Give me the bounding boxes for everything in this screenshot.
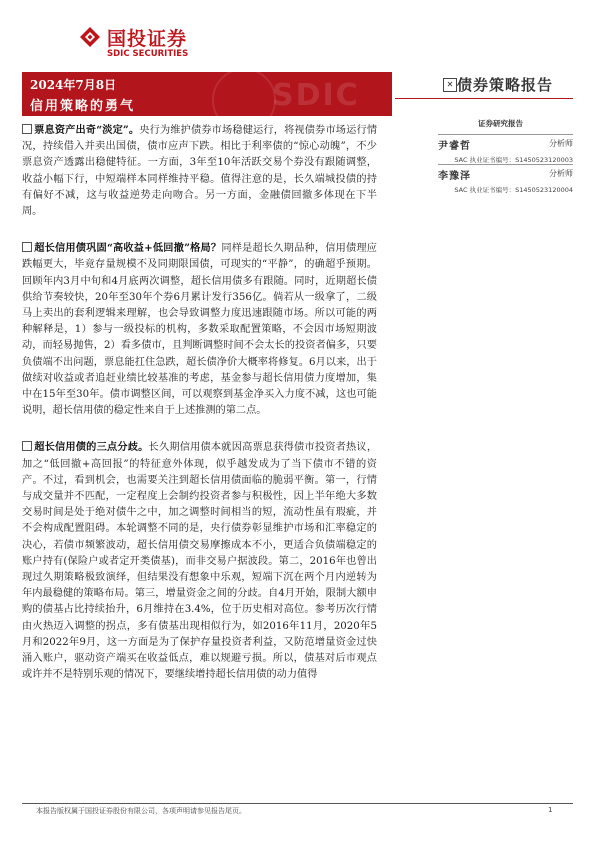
title-banner (22, 72, 392, 116)
analyst-name: 尹睿哲 (438, 141, 471, 152)
divider (438, 134, 573, 135)
analyst-card (438, 134, 573, 164)
banner-watermark: SDIC (272, 78, 360, 113)
report-type-header (395, 72, 573, 99)
company-logo (79, 24, 209, 64)
analyst-role: 分析师 (549, 169, 573, 178)
analyst-name: 李豫泽 (438, 171, 471, 182)
checkbox-bullet-icon (22, 242, 32, 252)
footer-divider (22, 803, 573, 804)
divider (438, 164, 573, 165)
logo-mark-icon (79, 26, 101, 48)
body-paragraph (22, 122, 377, 220)
page-number: 1 (548, 806, 553, 814)
paragraph-text: 央行为维护债券市场稳健运行，将视债券市场运行情况，持续借入并卖出国债，债市应声下跌。相比于利率债的“惊心动魄”，不少票息资产透露出稳健特征。一方面，3年至10年活跃交易个券没有跟随调整，收益小幅下行，中短端样本同样维持平稳。值得注意的是，长久端城投债的持有偏好不减，这与收益逆势走向吻合。另一方面，金融债回撤多体现在下半周。 (22, 125, 378, 218)
paragraph-text: 同样是超长久期品种，信用债理应跌幅更大，毕竟存量规模不及同期限国债，可现实的“平静”，的确超乎预期。回顾年内3月中旬和4月底两次调整，超长信用债多有跟随。同时，近期超长债供给节奏较快，20年至30年个券6月累计发行356亿。倘若从一级拿了，二级马上卖出的套利逻辑来理解，也会导致调整力度迅速跟随市场。所以可能的两种解释是，1）参与一级投标的机构，多数采取配置策略，不会因市场短期波动，而轻易抛售，2）看多债市，且判断调整时间不会太长的投资者偏多，只要负债端不出问题，票息能扛住急跌，超长债净价大概率将修复。6月以来，出于做续对收益或者追赶业绩比较基准的考虑，基金参与超长信用债力度增加，集中在15年至30年。债市调整区间，可以观察到基金净买入力度不减，这也可能说明，超长信用债的稳定性来自于上述推测的第二点。 (22, 243, 377, 417)
analyst-card (438, 164, 573, 194)
paragraph-lead: 超长信用债巩固“高收益+低回撤”格局？ (34, 242, 222, 255)
analyst-sac: SAC 执业证书编号：S1450523120004 (454, 186, 573, 194)
footer-disclaimer: 本报告版权属于国投证券股份有限公司，各项声明请参见报告尾页。 (36, 807, 246, 815)
report-type: 债券策略报告 (457, 76, 554, 94)
report-date: 2024年7月8日 (30, 78, 117, 92)
checkbox-bullet-icon (22, 124, 32, 134)
logo-english-name: SDIC SECURITIES (107, 49, 189, 59)
report-body (22, 122, 377, 684)
report-title: 信用策略的勇气 (30, 99, 136, 114)
analyst-sac: SAC 执业证书编号：S1450523120003 (454, 156, 573, 164)
analyst-role: 分析师 (549, 139, 573, 148)
report-type-icon: ✕ (443, 78, 457, 92)
body-paragraph (22, 439, 377, 683)
watermark-circle (212, 72, 276, 116)
checkbox-bullet-icon (22, 441, 32, 451)
paragraph-lead: 票息资产出奇“淡定”。 (34, 124, 140, 136)
body-paragraph (22, 240, 377, 419)
paragraph-text: 长久期信用债本就因高票息获得债市投资者热议，加之“低回撤+高回报”的特征意外体现，似乎越发成为了当下债市不错的资产。不过，看到机会，也需要关注到超长信用债面临的脆弱平衡。第一，行情与成交量并不匹配，一定程度上会制约投资者参与积极性，因上半年绝大多数交易时间是处于绝对债牛之中，加之调整时间相当的短，流动性虽有瑕疵，并不会构成配置阻碍。本轮调整不同的是，央行债券彰显维护市场和汇率稳定的决心，若债市频繁波动，超长信用债交易摩擦成本不小，更适合负债端稳定的账户持有(保险户或者定开类债基)，而非交易户据波段。第二，2016年也曾出现过久期策略极致演绎，但结果没有想象中乐观，短端下沉在两个月内逆转为年内最稳健的策略布局。第三，增量资金之间的分歧。自4月开始，限制大额申购的债基占比持续抬升，6月维持在3.4%，位于历史相对高位。参考历次行情由火热迈入调整的拐点，多有债基出现相似行为，如2016年11月，2020年5月和2022年9月，这一方面是为了保护存量投资者利益，又防范增量资金过快涌入账户，驱动资产端买在收益低点，难以规避亏损。所以，债基对后市观点或许并不是特别乐观的情况下，要继续增持超长信用债的动力值得 (22, 442, 378, 681)
paragraph-lead: 超长信用债的三点分歧。 (34, 441, 149, 454)
report-subtitle: 证券研究报告 (478, 119, 523, 128)
logo-chinese-name: 国投证券 (107, 28, 188, 50)
